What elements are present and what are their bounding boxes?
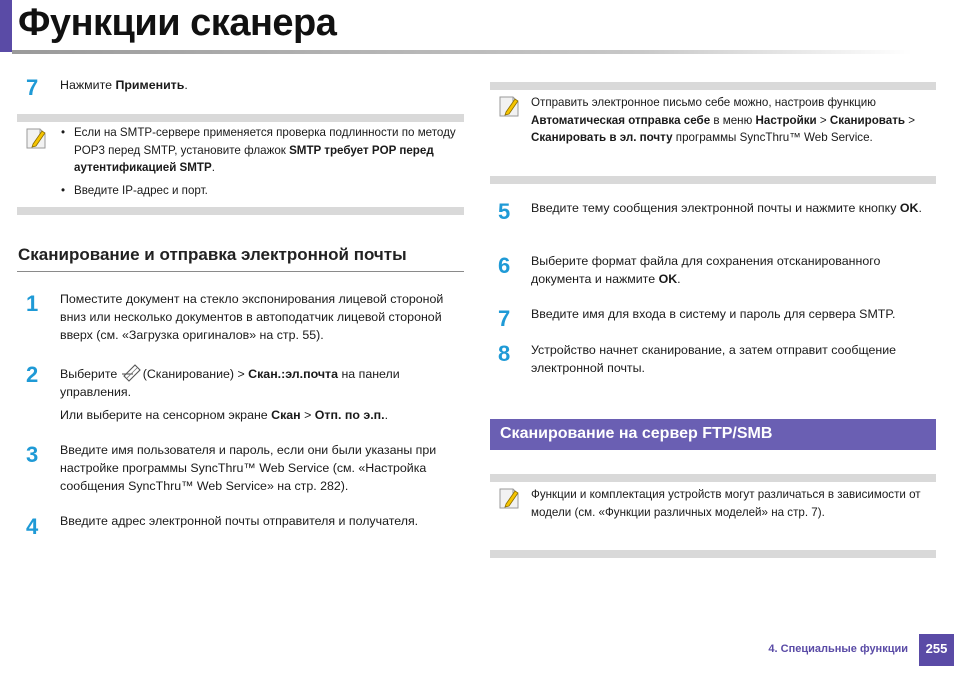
- step-number-4: 4: [26, 514, 39, 539]
- step-8-text: Устройство начнет сканирование, а затем отправит сообщение электронной почты.: [531, 343, 897, 375]
- footer-chapter-label: 4. Специальные функции: [768, 643, 908, 655]
- note-bullet: • Введите IP-адрес и порт.: [60, 182, 460, 200]
- header-accent-bar: [0, 0, 12, 52]
- step-2-text: Выберите (Сканирование) > Скан.:эл.почта на панели управления.: [60, 362, 464, 401]
- header-divider: [12, 50, 912, 54]
- step-number-6: 6: [498, 253, 511, 278]
- page-number-badge: 255: [919, 634, 954, 666]
- step-number-7-left: 7: [26, 75, 39, 100]
- step-4-text: Введите адрес электронной почты отправителя и получателя.: [60, 514, 419, 528]
- note-bullet-2-text: Введите IP-адрес и порт.: [74, 183, 208, 197]
- step-number-7-right: 7: [498, 306, 511, 331]
- step-6-text: Выберите формат файла для сохранения отсканированного документа и нажмите OK.: [531, 254, 881, 286]
- note-smtp-text: [60, 124, 460, 204]
- note-bullet: • Если на SMTP-сервере применяется проверка подлинности по методу POP3 перед SMTP, установите флажок SMTP требует POP перед аутентификацией SMTP.: [60, 124, 460, 177]
- note-auto-send-text: Отправить электронное письмо себе можно, настроив функцию Автоматическая отправка себе в меню Настройки > Сканировать > Сканировать в эл. почту программы SyncThru™ Web Service.: [531, 96, 916, 144]
- step-5-text: Введите тему сообщения электронной почты и нажмите кнопку OK.: [531, 201, 922, 215]
- note-models-text: Функции и комплектация устройств могут различаться в зависимости от модели (см. «Функции различных моделей» на стр. 7).: [531, 488, 921, 519]
- note-pencil-icon: [498, 94, 520, 118]
- note-pencil-icon: [498, 486, 520, 510]
- section-heading-underline: [17, 271, 464, 272]
- step-7-right-text: Введите имя для входа в систему и пароль для сервера SMTP.: [531, 307, 896, 321]
- page-title: Функции сканера: [18, 2, 337, 44]
- section-heading-ftp-smb: Сканирование на сервер FTP/SMB: [490, 419, 936, 450]
- step-7-left-text: Нажмите Применить.: [60, 78, 188, 92]
- note-bullet-1-text: Если на SMTP-сервере применяется проверка подлинности по методу POP3 перед SMTP, установите флажок SMTP требует POP перед аутентификацией SMTP.: [74, 126, 456, 174]
- step-number-2: 2: [26, 362, 39, 387]
- step-number-8: 8: [498, 341, 511, 366]
- step-number-5: 5: [498, 199, 511, 224]
- note-pencil-icon: [25, 126, 47, 150]
- scan-icon: [121, 362, 143, 382]
- step-number-1: 1: [26, 291, 39, 316]
- step-2-alt-text: Или выберите на сенсорном экране Скан > Отп. по э.п..: [60, 408, 389, 422]
- step-3-text: Введите имя пользователя и пароль, если они были указаны при настройке программы SyncThru™ Web Service (см. «Настройка сообщения SyncThru™ Web Service» на стр. 282).: [60, 443, 437, 493]
- step-1-text: Поместите документ на стекло экспонирования лицевой стороной вниз или несколько документов в автоподатчик лицевой стороной вверх (см. «Загрузка оригиналов» на стр. 55).: [60, 292, 444, 342]
- section-heading-email: Сканирование и отправка электронной почты: [18, 245, 407, 264]
- step-number-3: 3: [26, 442, 39, 467]
